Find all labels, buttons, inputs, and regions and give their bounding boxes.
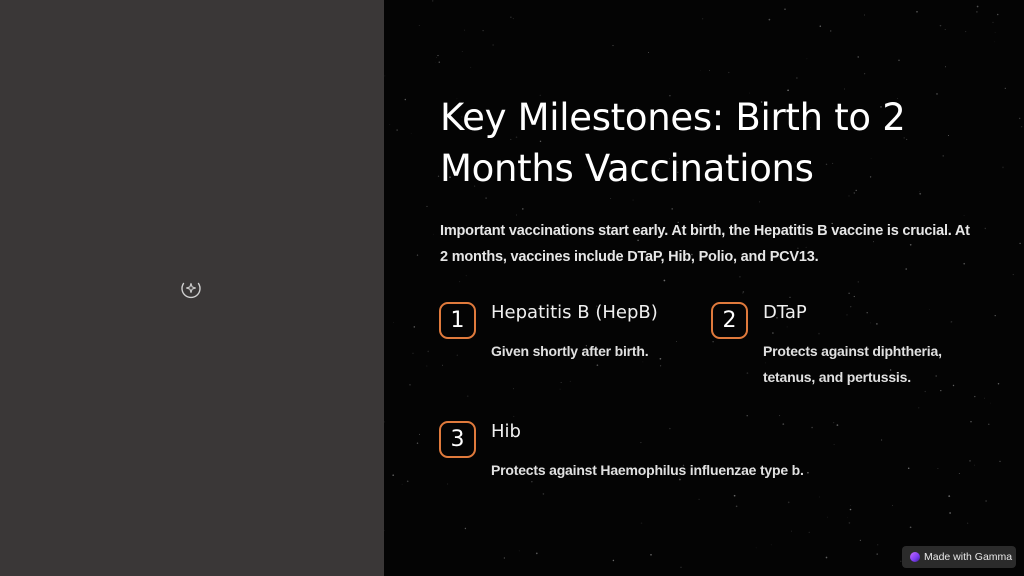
star-dot: [1005, 88, 1006, 89]
star-dot: [898, 59, 900, 61]
star-dot: [850, 509, 852, 511]
star-dot: [779, 415, 780, 416]
star-dot: [974, 465, 975, 466]
star-dot: [402, 484, 403, 485]
starfield-background: [384, 0, 1024, 576]
star-dot: [1002, 167, 1004, 169]
star-dot: [756, 547, 757, 548]
star-dot: [447, 484, 448, 485]
star-dot: [850, 505, 851, 506]
star-dot: [1013, 274, 1014, 275]
star-dot: [848, 195, 850, 197]
star-dot: [984, 398, 985, 399]
star-dot: [788, 502, 790, 504]
star-dot: [974, 396, 975, 397]
star-dot: [513, 18, 514, 19]
star-dot: [465, 528, 466, 529]
intro-paragraph: Important vaccinations start early. At birth, the Hepatitis B vaccine is crucial. At 2 months, vaccines include DTaP, Hib, Polio, and PCV13.: [440, 223, 970, 265]
star-dot: [881, 439, 882, 440]
star-dot: [414, 326, 416, 328]
star-dot: [384, 75, 385, 76]
star-dot: [826, 557, 828, 559]
star-dot: [864, 73, 865, 74]
star-dot: [570, 381, 571, 382]
star-dot: [830, 30, 831, 31]
star-dot: [435, 62, 436, 63]
star-dot: [769, 19, 771, 21]
star-dot: [951, 322, 952, 323]
star-dot: [782, 423, 784, 425]
star-dot: [964, 215, 965, 216]
star-dot: [660, 365, 661, 366]
star-dot: [485, 197, 486, 198]
star-dot: [409, 384, 411, 386]
star-dot: [389, 124, 390, 125]
number-badge: 2: [711, 302, 748, 339]
number-badge: 3: [439, 421, 476, 458]
star-dot: [1021, 126, 1022, 127]
star-dot: [820, 25, 821, 26]
star-dot: [995, 315, 996, 316]
star-dot: [483, 30, 484, 31]
star-dot: [847, 517, 848, 518]
star-dot: [965, 31, 966, 32]
star-dot: [988, 424, 989, 425]
star-dot: [698, 499, 699, 500]
star-dot: [513, 388, 514, 389]
star-dot: [516, 215, 517, 216]
star-dot: [945, 66, 946, 67]
star-dot: [612, 45, 613, 46]
star-dot: [597, 364, 599, 366]
star-dot: [419, 25, 420, 26]
star-dot: [742, 293, 743, 294]
star-dot: [876, 323, 878, 325]
star-dot: [940, 25, 942, 27]
star-dot: [809, 532, 810, 533]
star-dot: [999, 461, 1000, 462]
star-dot: [470, 67, 471, 68]
star-dot: [870, 323, 871, 324]
star-dot: [1019, 243, 1020, 244]
milestone-description: Protects against diphtheria, tetanus, and pertussis.: [763, 343, 942, 385]
star-dot: [413, 353, 414, 354]
star-dot: [940, 390, 941, 391]
page-title: Key Milestones: Birth to 2 Months Vaccinations: [440, 96, 906, 190]
star-dot: [789, 297, 790, 298]
star-dot: [772, 332, 774, 334]
gamma-badge-label: Made with Gamma: [924, 551, 1013, 563]
star-dot: [700, 70, 701, 71]
star-dot: [771, 544, 772, 545]
star-dot: [847, 314, 848, 315]
star-dot: [929, 309, 930, 310]
star-dot: [536, 553, 538, 555]
star-dot: [411, 133, 412, 134]
milestone-title: DTaP: [763, 302, 807, 323]
star-dot: [467, 395, 469, 397]
star-dot: [648, 52, 649, 53]
star-dot: [510, 17, 511, 18]
star-dot: [945, 29, 946, 30]
made-with-gamma-badge[interactable]: [902, 546, 1016, 568]
star-dot: [877, 544, 878, 545]
star-dot: [784, 8, 786, 10]
star-dot: [519, 551, 520, 552]
star-dot: [633, 200, 634, 201]
star-dot: [819, 497, 820, 498]
star-dot: [669, 428, 670, 429]
milestone-title: Hepatitis B (HepB): [491, 302, 658, 323]
star-dot: [610, 198, 611, 199]
star-dot: [844, 89, 845, 90]
loading-sparkle-icon: [178, 275, 204, 301]
star-dot: [747, 372, 749, 374]
star-dot: [951, 321, 952, 322]
star-dot: [712, 341, 713, 342]
star-dot: [561, 382, 562, 383]
star-dot: [807, 58, 808, 59]
star-dot: [462, 51, 463, 52]
star-dot: [513, 416, 514, 417]
star-dot: [543, 493, 545, 495]
star-dot: [466, 275, 467, 276]
number-badge: 1: [439, 302, 476, 339]
star-dot: [504, 557, 505, 558]
star-dot: [405, 99, 407, 101]
star-dot: [743, 291, 745, 293]
star-dot: [522, 208, 524, 210]
star-dot: [702, 19, 703, 20]
star-dot: [439, 61, 440, 62]
star-dot: [916, 11, 918, 13]
star-dot: [925, 391, 926, 392]
star-dot: [640, 442, 641, 443]
star-dot: [990, 403, 991, 404]
star-dot: [858, 56, 859, 57]
star-dot: [641, 522, 643, 524]
star-dot: [417, 254, 418, 255]
star-dot: [384, 421, 385, 422]
star-dot: [464, 30, 465, 31]
star-dot: [734, 495, 736, 497]
star-dot: [442, 365, 443, 366]
star-dot: [848, 293, 849, 294]
star-dot: [849, 522, 851, 524]
star-dot: [436, 57, 437, 58]
star-dot: [728, 72, 729, 73]
star-dot: [460, 282, 461, 283]
star-dot: [560, 389, 561, 390]
milestone-description: Given shortly after birth.: [491, 343, 649, 359]
star-dot: [834, 444, 835, 445]
star-dot: [426, 365, 427, 366]
star-dot: [818, 333, 820, 335]
star-dot: [876, 553, 877, 554]
star-dot: [993, 22, 994, 23]
star-dot: [407, 480, 409, 482]
star-dot: [976, 11, 978, 13]
star-dot: [392, 474, 394, 476]
star-dot: [970, 421, 971, 422]
star-dot: [937, 468, 938, 469]
gamma-logo-icon: [910, 552, 920, 562]
star-dot: [426, 206, 427, 207]
star-dot: [613, 560, 614, 561]
star-dot: [994, 41, 995, 42]
star-dot: [1019, 118, 1020, 119]
star-dot: [427, 351, 429, 353]
star-dot: [787, 89, 789, 91]
star-dot: [438, 176, 439, 177]
star-dot: [969, 460, 970, 461]
star-dot: [671, 208, 673, 210]
star-dot: [918, 407, 920, 409]
star-dot: [949, 512, 951, 514]
star-dot: [985, 228, 986, 229]
image-placeholder-panel: [0, 0, 384, 576]
star-dot: [747, 415, 748, 416]
star-dot: [493, 45, 494, 46]
star-dot: [437, 55, 438, 56]
star-dot: [866, 312, 867, 313]
star-dot: [985, 500, 987, 502]
star-dot: [860, 540, 861, 541]
star-dot: [680, 567, 681, 568]
star-dot: [664, 280, 666, 282]
star-dot: [977, 6, 979, 8]
milestone-description: Protects against Haemophilus influenzae type b.: [491, 462, 804, 478]
star-dot: [709, 70, 710, 71]
star-dot: [995, 32, 996, 33]
star-dot: [736, 505, 738, 507]
star-dot: [959, 473, 960, 474]
star-dot: [791, 531, 792, 532]
star-dot: [858, 281, 859, 282]
star-dot: [827, 517, 828, 518]
star-dot: [864, 15, 865, 16]
star-dot: [967, 523, 968, 524]
star-dot: [739, 276, 741, 278]
star-dot: [910, 526, 912, 528]
star-dot: [457, 354, 459, 356]
star-dot: [787, 326, 788, 327]
star-dot: [998, 383, 999, 384]
star-dot: [417, 442, 418, 443]
milestone-title: Hib: [491, 421, 521, 442]
star-dot: [850, 306, 851, 307]
content-panel: [384, 0, 1024, 576]
star-dot: [811, 427, 813, 429]
star-dot: [833, 422, 834, 423]
star-dot: [837, 424, 839, 426]
star-dot: [419, 434, 420, 435]
star-dot: [948, 495, 950, 497]
star-dot: [892, 505, 893, 506]
star-dot: [854, 296, 855, 297]
star-dot: [650, 554, 652, 556]
star-dot: [908, 468, 910, 470]
star-dot: [796, 77, 797, 78]
star-dot: [397, 130, 398, 131]
star-dot: [393, 322, 394, 323]
star-dot: [759, 201, 760, 202]
star-dot: [433, 234, 434, 235]
star-dot: [432, 0, 433, 1]
star-dot: [997, 14, 999, 16]
